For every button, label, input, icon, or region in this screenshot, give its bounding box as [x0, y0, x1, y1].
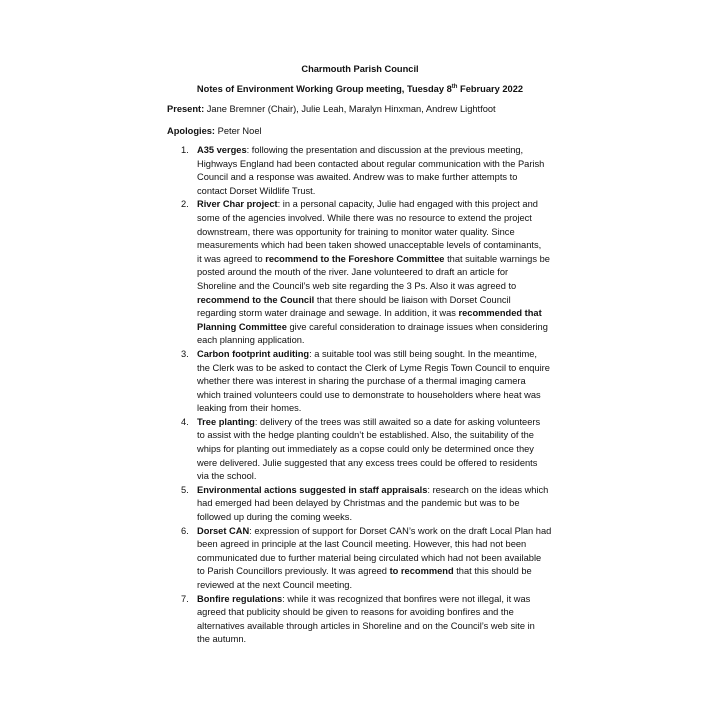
text-run: been agreed in principle at the last Council meeting. However, this had not been: [197, 539, 527, 550]
text-run: leaking from their homes.: [197, 403, 302, 414]
subtitle-main: Notes of Environment Working Group meeting, Tuesday 8: [196, 84, 452, 94]
bold-run: Environmental actions suggested in staff appraisals: [197, 484, 428, 495]
agenda-item-number: 3.: [181, 348, 189, 359]
text-line: [197, 294, 549, 308]
text-run: some of the agencies involved. While there was no resource to extend the project: [197, 212, 532, 223]
agenda-items-list: [0, 144, 552, 647]
document-title: Charmouth Parish Council: [301, 64, 419, 74]
text-run: it was agreed to: [197, 253, 266, 264]
text-line: [197, 511, 549, 525]
agenda-item-text: [197, 144, 549, 198]
bold-run: recommend to the Council: [197, 294, 315, 305]
text-line: [197, 565, 549, 579]
text-line: [197, 484, 549, 498]
text-line: [197, 416, 549, 430]
text-run: were delivered. Julie suggested that any excess trees could be offered to residents: [197, 457, 538, 468]
subtitle-date: February 2022: [457, 84, 524, 94]
text-run: that this should be: [453, 566, 532, 577]
agenda-item-text: [197, 416, 549, 484]
text-run: : in a personal capacity, Julie had engaged with this project and: [277, 199, 538, 210]
agenda-item: [0, 348, 549, 416]
bold-run: Carbon footprint auditing: [197, 348, 310, 359]
text-line: [197, 144, 549, 158]
text-line: [197, 606, 549, 620]
text-line: [197, 389, 549, 403]
text-line: [197, 375, 549, 389]
text-line: [197, 633, 549, 647]
text-run: had emerged had been delayed by Christmas and the pandemic but was to be: [197, 498, 520, 509]
text-line: [197, 525, 552, 539]
text-run: the autumn.: [197, 634, 247, 645]
bold-run: recommended that: [458, 308, 542, 319]
text-run: downstream, there was opportunity for training to monitor water quality. Since: [197, 226, 515, 237]
text-line: [197, 470, 549, 484]
text-line: [197, 280, 549, 294]
text-run: that there should be liaison with Dorset Council: [314, 294, 511, 305]
text-run: which trained volunteers could use to demonstrate to householders where heat was: [197, 389, 541, 400]
agenda-item-number: 5.: [181, 484, 189, 495]
text-line: [197, 457, 549, 471]
text-run: : following the presentation and discussion at the previous meeting,: [246, 145, 524, 155]
text-run: measurements which had been taken showed unacceptable levels of contaminants,: [197, 240, 542, 251]
text-run: posted around the mouth of the river. Jane volunteered to draft an article for: [197, 267, 509, 278]
agenda-item-number: 7.: [181, 593, 189, 604]
text-line: [197, 171, 549, 185]
subtitle-ordinal: th: [451, 83, 458, 90]
document-subtitle: [0, 83, 720, 97]
text-run: via the school.: [197, 471, 257, 482]
agenda-item: [0, 144, 549, 198]
present-names: Jane Bremner (Chair), Julie Leah, Maralyn Hinxman, Andrew Lightfoot: [204, 104, 496, 114]
text-line: [197, 593, 549, 607]
text-line: [197, 497, 549, 511]
agenda-item-number: 1.: [181, 145, 189, 155]
text-line: [197, 198, 549, 212]
text-run: the Clerk was to be asked to contact the Clerk of Lyme Regis Town Council to enquire: [197, 362, 550, 373]
text-run: : a suitable tool was still being sought. In the meantime,: [309, 348, 537, 359]
agenda-item-text: [197, 525, 552, 593]
bold-run: Planning Committee: [197, 321, 287, 332]
text-run: give careful consideration to drainage issues when considering: [286, 321, 548, 332]
text-line: [197, 362, 549, 376]
bold-run: Bonfire regulations: [197, 593, 283, 604]
text-run: to Parish Councillors previously. It was agreed: [197, 566, 390, 577]
agenda-item: [0, 525, 552, 593]
text-line: [197, 552, 549, 566]
text-run: Shoreline and the Council’s web site regarding the 3 Ps. Also it was agreed to: [197, 280, 517, 291]
agenda-item-text: [197, 593, 549, 647]
text-run: Highways England had been contacted about regular communication with the Parish: [197, 158, 545, 169]
bold-run: Tree planting: [197, 416, 255, 427]
bold-run: Dorset CAN: [197, 525, 250, 536]
present-line: [167, 103, 496, 117]
text-run: Council and a response was awaited. Andrew was to make further attempts to: [197, 172, 518, 183]
text-line: [197, 579, 549, 593]
agenda-item-text: [197, 484, 549, 525]
text-line: [197, 158, 549, 172]
text-run: communicated due to further material being circulated which had not been available: [197, 552, 542, 563]
text-line: [197, 348, 549, 362]
bold-run: to recommend: [389, 566, 454, 577]
text-run: agreed that publicity should be given to reasons for avoiding bonfires and the: [197, 607, 514, 618]
text-line: [197, 402, 549, 416]
text-line: [197, 321, 549, 335]
agenda-item-number: 4.: [181, 416, 189, 427]
apologies-line: [167, 125, 262, 139]
text-run: whether there was interest in sharing the purchase of a thermal imaging camera: [197, 376, 526, 387]
text-line: [197, 307, 549, 321]
agenda-item-number: 6.: [181, 525, 189, 536]
agenda-item-number: 2.: [181, 199, 189, 210]
text-run: : delivery of the trees was still awaited so a date for asking volunteers: [254, 416, 541, 427]
text-line: [197, 538, 549, 552]
agenda-item: [0, 198, 549, 348]
agenda-item: [0, 416, 549, 484]
text-line: [197, 266, 549, 280]
text-run: contact Dorset Wildlife Trust.: [197, 185, 316, 196]
text-line: [197, 212, 549, 226]
text-run: alternatives available through articles in Shoreline and on the Council’s web site in: [197, 620, 535, 631]
text-run: followed up during the coming weeks.: [197, 512, 353, 523]
apologies-names: Peter Noel: [215, 126, 262, 136]
text-line: [197, 443, 549, 457]
bold-run: A35 verges: [197, 145, 247, 155]
text-run: that suitable warnings be: [444, 253, 550, 264]
text-line: [197, 620, 549, 634]
bold-run: River Char project: [197, 199, 278, 210]
agenda-item-text: [197, 348, 549, 416]
text-line: [197, 185, 549, 199]
apologies-label: Apologies:: [167, 126, 216, 136]
agenda-item: [0, 484, 549, 525]
text-run: : research on the ideas which: [427, 484, 549, 495]
bold-run: recommend to the Foreshore Committee: [265, 253, 445, 264]
present-label: Present:: [167, 104, 205, 114]
text-line: [197, 429, 549, 443]
text-run: : expression of support for Dorset CAN’s work on the draft Local Plan had: [249, 525, 552, 536]
text-line: [197, 334, 549, 348]
text-line: [197, 226, 549, 240]
agenda-item: [0, 593, 549, 647]
text-line: [197, 239, 549, 253]
text-line: [197, 253, 549, 267]
text-run: to assist with the hedge planting couldn’t be established. Also, the suitability of the: [197, 430, 534, 441]
text-run: whips for planting out immediately as a copse could only be determined once they: [197, 444, 534, 455]
text-run: : while it was recognized that bonfires were not illegal, it was: [282, 593, 531, 604]
text-run: each planning application.: [197, 335, 305, 346]
text-run: reviewed at the next Council meeting.: [197, 580, 353, 590]
agenda-item-text: [197, 198, 549, 348]
text-run: regarding storm water drainage and sewage. In addition, it was: [197, 308, 459, 319]
